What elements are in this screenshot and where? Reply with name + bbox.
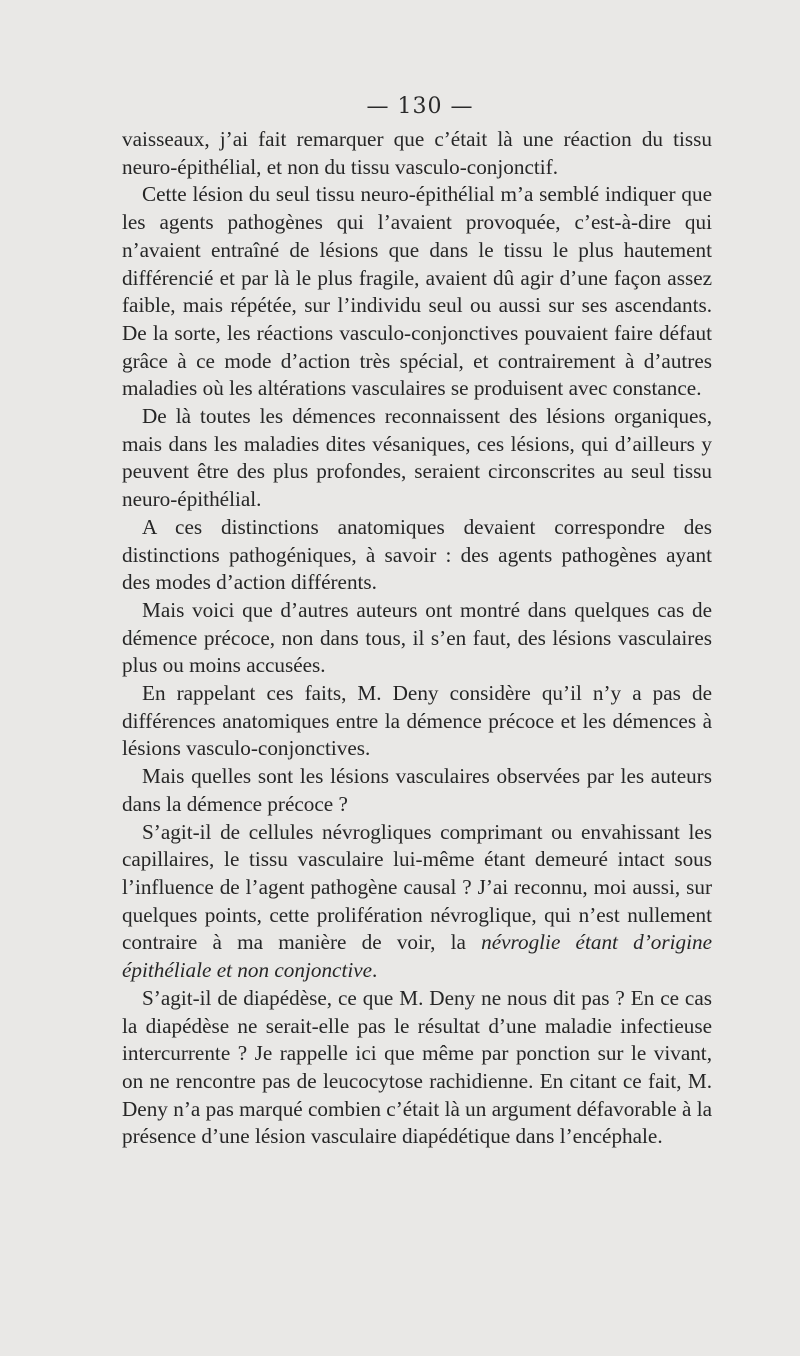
page-number: — 130 — (366, 94, 474, 119)
paragraph-3: De là toutes les démences reconnaissent des lésions organiques, mais dans les maladies dites vésaniques, ces lésions, qui d’ailleurs y peuvent être des plus profondes, seraient circonscrites au seul tissu neuro-épithélial. (122, 404, 712, 512)
paragraph-2: Cette lésion du seul tissu neuro-épithélial m’a semblé indiquer que les agents pathogènes qui l’avaient provoquée, c’est-à-dire qui n’avaient entraîné de lésions que dans le tissu le plus hautement différencié et par là le plus fragile, avaient dû agir d’une façon assez faible, mais répétée, sur l’individu seul ou aussi sur ses ascendants. De la sorte, les réactions vasculo-conjonctives pouvaient faire défaut grâce à ce mode d’action très spécial, et contrairement à d’autres maladies où les altérations vasculaires se produisent avec constance. (122, 182, 712, 401)
body-text (122, 126, 712, 1151)
paragraph-8 (122, 819, 712, 985)
paragraph-9: S’agit-il de diapédèse, ce que M. Deny ne nous dit pas ? En ce cas la diapédèse ne serait-elle pas le résultat d’une maladie infectieuse intercurrente ? Je rappelle ici que même par ponction sur le vivant, on ne rencontre pas de leucocytose rachidienne. En citant ce fait, M. Deny n’a pas marqué combien c’était là un argument défavorable à la présence d’une lésion vasculaire diapédétique dans l’encéphale. (122, 985, 712, 1149)
paragraph-5: Mais voici que d’autres auteurs ont montré dans quelques cas de démence précoce, non dans tous, il s’en faut, des lésions vasculaires plus ou moins accusées. (122, 597, 712, 678)
paragraph-4: A ces distinctions anatomiques devaient correspondre des distinctions pathogéniques, à savoir : des agents pathogènes ayant des modes d’action différents. (122, 514, 712, 595)
paragraph-8-text: S’agit-il de cellules névrogliques comprimant ou envahissant les capillaires, le tissu vasculaire lui-même étant demeuré intact sous l’influence de l’agent pathogène causal ? J’ai reconnu, moi aussi, sur quelques points, cette prolifération névroglique, qui n’est nullement contraire à ma manière de voir, la (122, 819, 712, 955)
paragraph-7: Mais quelles sont les lésions vasculaires observées par les auteurs dans la démence précoce ? (122, 764, 712, 816)
paragraph-8-end: . (372, 958, 378, 983)
paragraph-8-italic: névroglie étant d’origine épithéliale et non conjonctive (122, 930, 712, 983)
paragraph-6: En rappelant ces faits, M. Deny considère qu’il n’y a pas de différences anatomiques entre la démence précoce et les démences à lésions vasculo-conjonctives. (122, 681, 712, 761)
paragraph-1: vaisseaux, j’ai fait remarquer que c’était là une réaction du tissu neuro-épithélial, et non du tissu vasculo-conjonctif. (122, 127, 712, 179)
